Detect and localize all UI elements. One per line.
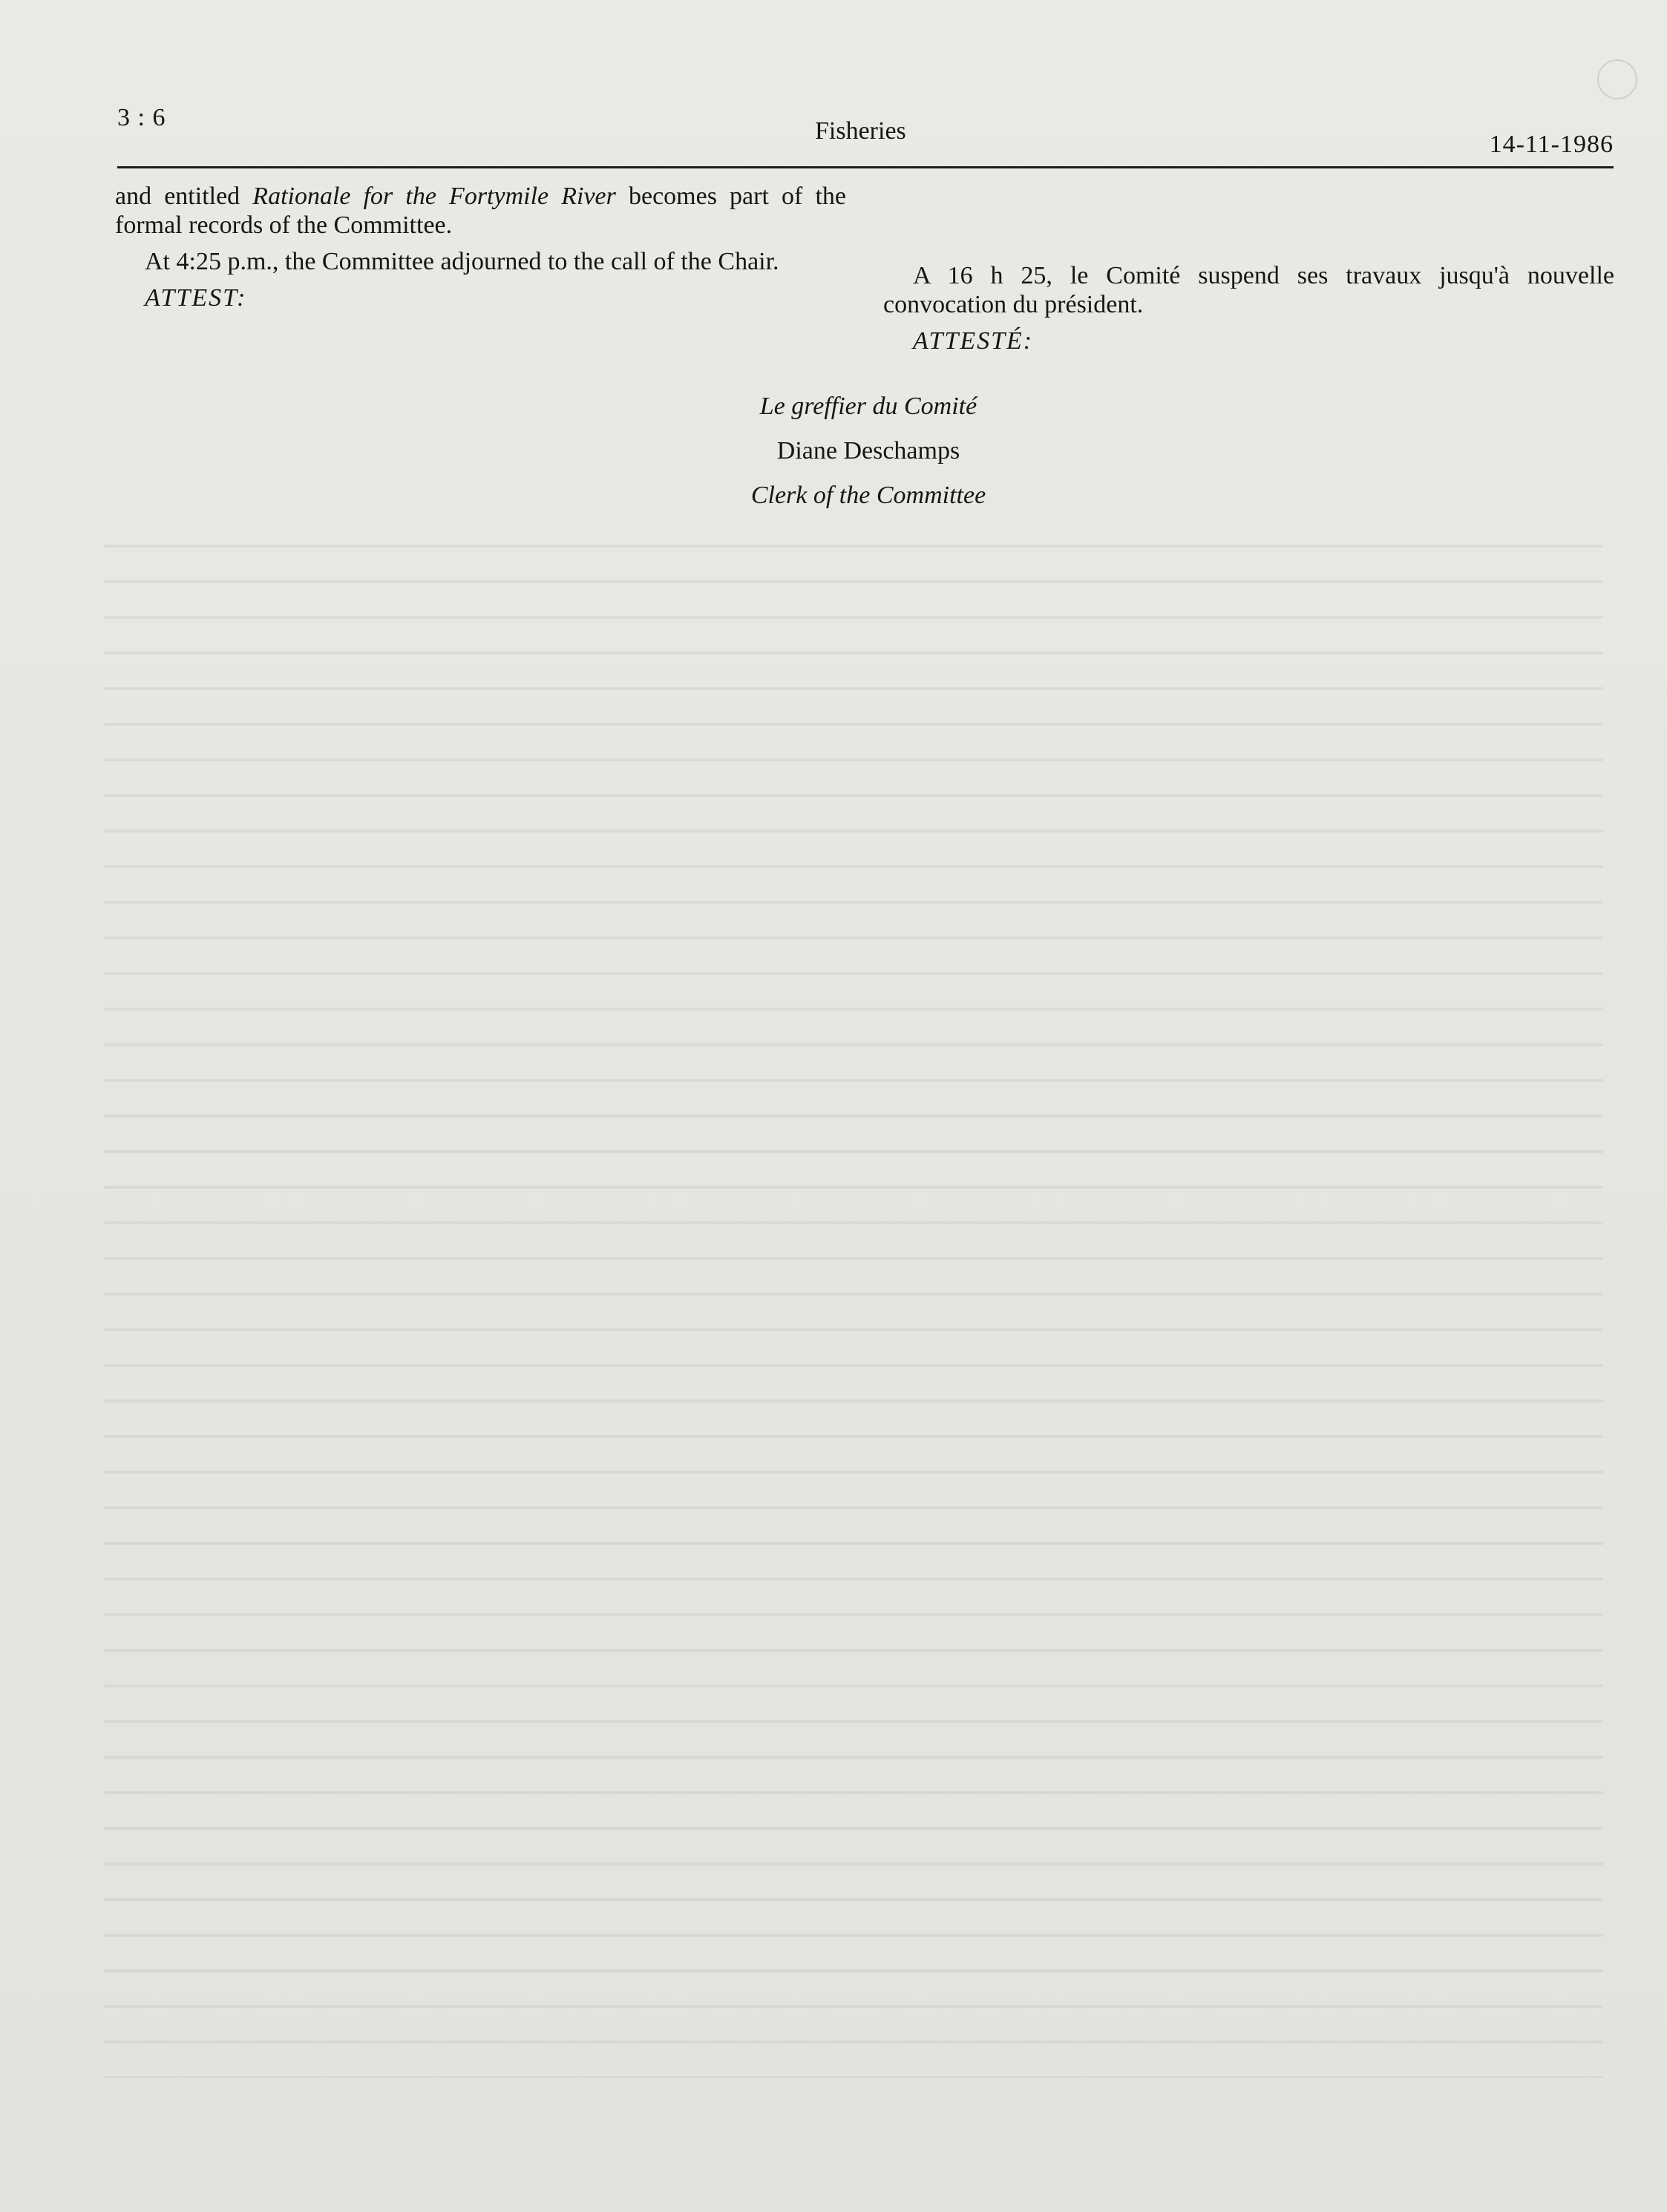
adjournment-paragraph-fr: A 16 h 25, le Comité suspend ses travaux jusqu'à nouvelle convocation du président. xyxy=(883,262,1614,318)
clerk-name: Diane Deschamps xyxy=(776,437,960,465)
attest-label: ATTEST: xyxy=(145,284,247,312)
clerk-title-fr: Le greffier du Comité xyxy=(759,393,977,420)
page-header xyxy=(117,104,1614,171)
signature-block xyxy=(653,384,1084,518)
left-column xyxy=(115,182,846,312)
page-number: 3 : 6 xyxy=(117,104,166,131)
header-date: 14-11-1986 xyxy=(1489,131,1614,158)
attest-label-fr: ATTESTÉ: xyxy=(913,327,1034,355)
closing-paragraph-lead: and entitled xyxy=(115,183,253,210)
right-column xyxy=(883,261,1614,355)
corner-mark xyxy=(1597,59,1637,99)
running-title: Fisheries xyxy=(815,117,906,145)
adjournment-paragraph: At 4:25 p.m., the Committee adjourned to the call of the Chair. xyxy=(145,248,779,275)
clerk-title-en: Clerk of the Committee xyxy=(750,482,986,509)
closing-paragraph-tail: becomes part of the formal records of the Committee. xyxy=(115,183,847,239)
document-title: Rationale for the Fortymile River xyxy=(252,183,616,210)
closing-paragraph xyxy=(115,182,846,240)
bleed-through-texture xyxy=(104,519,1603,2078)
header-rule xyxy=(117,166,1614,168)
